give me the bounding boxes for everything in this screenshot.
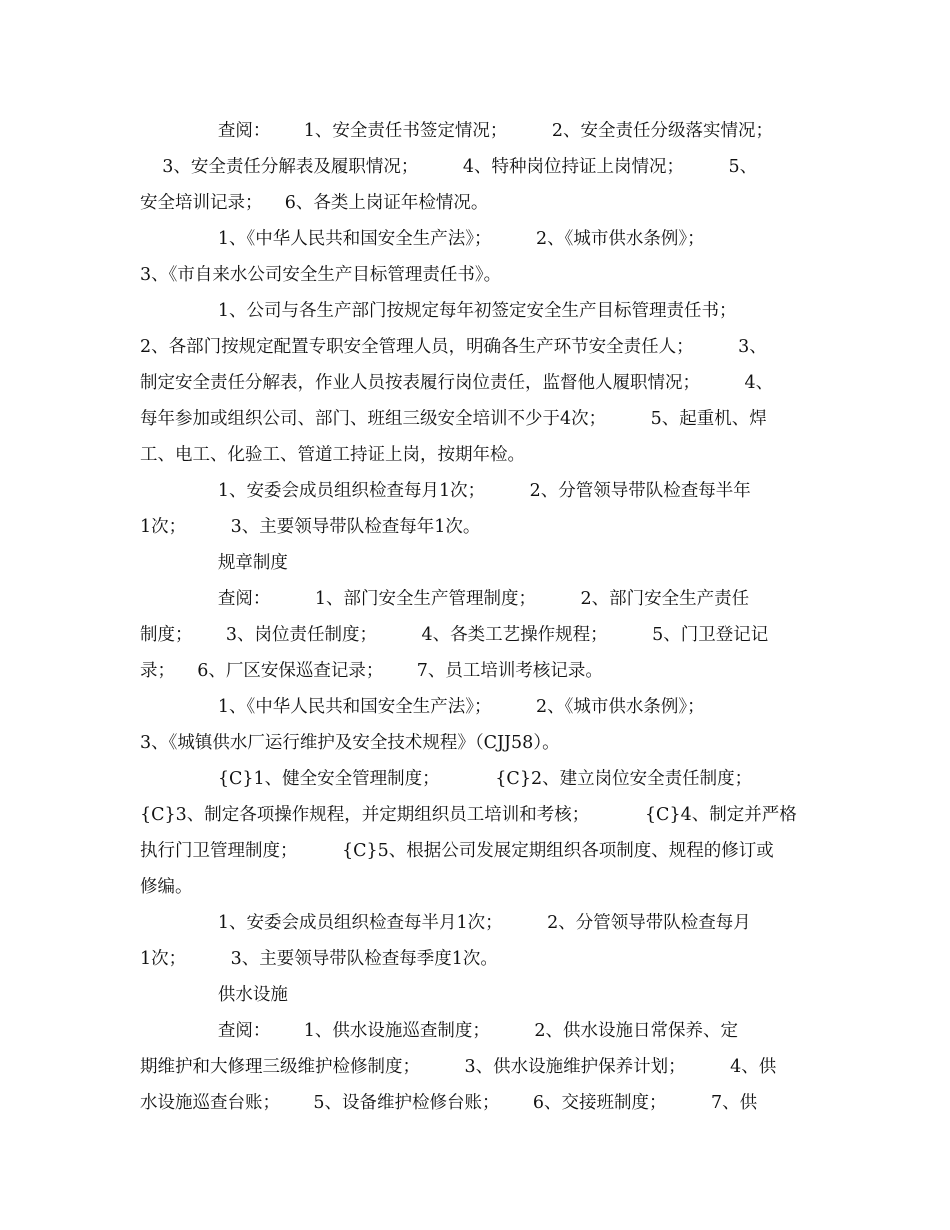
text-line: 执行门卫管理制度； {C}5、根据公司发展定期组织各项制度、规程的修订或 xyxy=(140,841,774,861)
text-line: 1次； 3、主要领导带队检查每季度1次。 xyxy=(140,949,498,969)
text-line: 3、《城镇供水厂运行维护及安全技术规程》（CJJ58）。 xyxy=(140,733,560,753)
text-line: 水设施巡查台账； 5、设备维护检修台账； 6、交接班制度； 7、供 xyxy=(140,1093,758,1113)
text-line: 安全培训记录； 6、各类上岗证年检情况。 xyxy=(140,193,489,213)
text-line: 查阅： 1、供水设施巡查制度； 2、供水设施日常保养、定 xyxy=(140,1021,739,1041)
section-heading: 供水设施 xyxy=(140,985,288,1005)
text-line: {C}1、健全安全管理制度； {C}2、建立岗位安全责任制度； xyxy=(140,769,753,789)
text-line: 查阅： 1、安全责任书签定情况； 2、安全责任分级落实情况； xyxy=(140,121,774,141)
text-line: 查阅： 1、部门安全生产管理制度； 2、部门安全生产责任 xyxy=(140,589,750,609)
text-line: {C}3、制定各项操作规程，并定期组织员工培训和考核； {C}4、制定并严格 xyxy=(140,805,797,825)
text-line: 录； 6、厂区安保巡查记录； 7、员工培训考核记录。 xyxy=(140,661,603,681)
text-line: 工、电工、化验工、管道工持证上岗，按期年检。 xyxy=(140,445,525,465)
text-line: 2、各部门按规定配置专职安全管理人员，明确各生产环节安全责任人； 3、 xyxy=(140,337,767,357)
text-line: 制度； 3、岗位责任制度； 4、各类工艺操作规程； 5、门卫登记记 xyxy=(140,625,769,645)
text-line: 制定安全责任分解表，作业人员按表履行岗位责任，监督他人履职情况； 4、 xyxy=(140,373,774,393)
text-line: 1次； 3、主要领导带队检查每年1次。 xyxy=(140,517,481,537)
text-line: 3、安全责任分解表及履职情况； 4、特种岗位持证上岗情况； 5、 xyxy=(140,157,758,177)
text-line: 1、《中华人民共和国安全生产法》； 2、《城市供水条例》； xyxy=(140,697,705,717)
section-heading: 规章制度 xyxy=(140,553,288,573)
text-line: 1、公司与各生产部门按规定每年初签定安全生产目标管理责任书； xyxy=(140,301,737,321)
text-line: 1、安委会成员组织检查每半月1次； 2、分管领导带队检查每月 xyxy=(140,913,751,933)
text-line: 期维护和大修理三级维护检修制度； 3、供水设施维护保养计划； 4、供 xyxy=(140,1057,777,1077)
text-line: 每年参加或组织公司、部门、班组三级安全培训不少于4次； 5、起重机、焊 xyxy=(140,409,767,429)
text-line: 1、安委会成员组织检查每月1次； 2、分管领导带队检查每半年 xyxy=(140,481,751,501)
text-line: 修编。 xyxy=(140,877,193,897)
text-line: 3、《市自来水公司安全生产目标管理责任书》。 xyxy=(140,265,502,285)
text-line: 1、《中华人民共和国安全生产法》； 2、《城市供水条例》； xyxy=(140,229,705,249)
